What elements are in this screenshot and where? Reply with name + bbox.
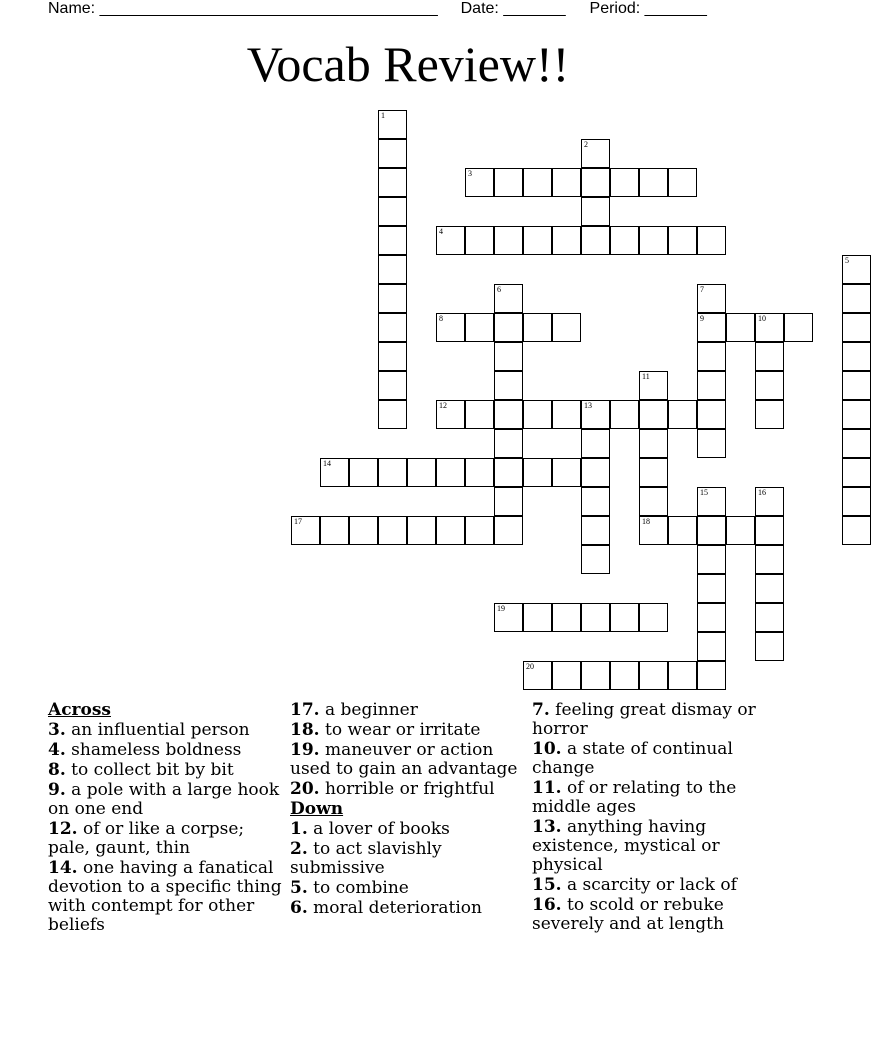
grid-cell[interactable]	[407, 516, 436, 545]
grid-cell[interactable]	[581, 603, 610, 632]
grid-cell[interactable]	[436, 226, 465, 255]
down-clue-2: 2. to act slavishly submissive	[290, 839, 442, 878]
clue-number-1: 1	[381, 111, 385, 120]
grid-cell[interactable]	[581, 226, 610, 255]
grid-cell[interactable]	[581, 545, 610, 574]
grid-cell[interactable]	[436, 516, 465, 545]
clue-number-11: 11	[642, 372, 650, 381]
grid-cell[interactable]	[494, 168, 523, 197]
grid-cell[interactable]	[581, 458, 610, 487]
grid-cell[interactable]	[755, 371, 784, 400]
grid-cell[interactable]	[581, 139, 610, 168]
grid-cell[interactable]	[494, 487, 523, 516]
grid-cell[interactable]	[378, 284, 407, 313]
clue-number-10: 10	[758, 314, 766, 323]
across-clue-9: 9. a pole with a large hook on one end	[48, 780, 280, 819]
grid-cell[interactable]	[378, 342, 407, 371]
grid-cell[interactable]	[668, 168, 697, 197]
clue-number-5: 5	[845, 256, 849, 265]
grid-cell[interactable]	[465, 400, 494, 429]
grid-cell[interactable]	[320, 458, 349, 487]
grid-cell[interactable]	[552, 226, 581, 255]
grid-cell[interactable]	[465, 168, 494, 197]
across-heading: Across	[48, 700, 111, 720]
down-clue-11: 11. of or relating to the middle ages	[532, 778, 737, 817]
grid-cell[interactable]	[697, 342, 726, 371]
grid-cell[interactable]	[755, 574, 784, 603]
grid-cell[interactable]	[494, 284, 523, 313]
grid-cell[interactable]	[378, 226, 407, 255]
across-clue-8: 8. to collect bit by bit	[48, 760, 234, 780]
grid-cell[interactable]	[552, 458, 581, 487]
grid-cell[interactable]	[697, 487, 726, 516]
down-clue-6: 6. moral deterioration	[290, 898, 482, 918]
grid-cell[interactable]	[668, 661, 697, 690]
across-clue-14: 14. one having a fanatical devotion to a specific thing with contempt for other beliefs	[48, 858, 282, 935]
grid-cell[interactable]	[494, 516, 523, 545]
grid-cell[interactable]	[755, 400, 784, 429]
grid-cell[interactable]	[552, 313, 581, 342]
grid-cell[interactable]	[639, 516, 668, 545]
grid-cell[interactable]	[610, 603, 639, 632]
grid-cell[interactable]	[842, 429, 871, 458]
period-field-label: Period: _______	[589, 0, 707, 17]
date-field-label: Date: _______	[460, 0, 566, 17]
grid-cell[interactable]	[320, 516, 349, 545]
grid-cell[interactable]	[378, 197, 407, 226]
grid-cell[interactable]	[755, 632, 784, 661]
down-clue-16: 16. to scold or rebuke severely and at length	[532, 895, 724, 934]
grid-cell[interactable]	[697, 632, 726, 661]
grid-cell[interactable]	[494, 603, 523, 632]
grid-cell[interactable]	[378, 255, 407, 284]
grid-cell[interactable]	[523, 661, 552, 690]
grid-cell[interactable]	[494, 400, 523, 429]
grid-cell[interactable]	[755, 342, 784, 371]
clues-column-2	[290, 701, 528, 919]
grid-cell[interactable]	[697, 603, 726, 632]
grid-cell[interactable]	[610, 661, 639, 690]
grid-cell[interactable]	[378, 400, 407, 429]
grid-cell[interactable]	[842, 313, 871, 342]
clue-number-19: 19	[497, 604, 505, 613]
grid-cell[interactable]	[697, 371, 726, 400]
grid-cell[interactable]	[697, 400, 726, 429]
across-clue-19: 19. maneuver or action used to gain an advantage	[290, 740, 518, 779]
grid-cell[interactable]	[668, 516, 697, 545]
clue-number-12: 12	[439, 401, 447, 410]
grid-cell[interactable]	[639, 400, 668, 429]
grid-cell[interactable]	[378, 139, 407, 168]
grid-cell[interactable]	[668, 400, 697, 429]
grid-cell[interactable]	[523, 458, 552, 487]
grid-cell[interactable]	[291, 516, 320, 545]
clue-number-20: 20	[526, 662, 534, 671]
down-clue-1: 1. a lover of books	[290, 819, 450, 839]
grid-cell[interactable]	[842, 487, 871, 516]
down-clue-13: 13. anything having existence, mystical or physical	[532, 817, 720, 875]
grid-cell[interactable]	[581, 487, 610, 516]
grid-cell[interactable]	[639, 226, 668, 255]
clue-number-17: 17	[294, 517, 302, 526]
grid-cell[interactable]	[378, 371, 407, 400]
grid-cell[interactable]	[465, 458, 494, 487]
grid-cell[interactable]	[581, 400, 610, 429]
grid-cell[interactable]	[726, 516, 755, 545]
grid-cell[interactable]	[842, 255, 871, 284]
grid-cell[interactable]	[552, 603, 581, 632]
name-field-label: Name: ______________________________________	[48, 0, 438, 17]
grid-cell[interactable]	[842, 516, 871, 545]
grid-cell[interactable]	[610, 400, 639, 429]
grid-cell[interactable]	[639, 168, 668, 197]
across-clue-4: 4. shameless boldness	[48, 740, 242, 760]
grid-cell[interactable]	[581, 661, 610, 690]
grid-cell[interactable]	[842, 342, 871, 371]
clue-number-14: 14	[323, 459, 331, 468]
grid-cell[interactable]	[523, 226, 552, 255]
clues-column-3	[532, 701, 772, 935]
grid-cell[interactable]	[842, 371, 871, 400]
grid-cell[interactable]	[842, 458, 871, 487]
clue-number-9: 9	[700, 314, 704, 323]
grid-cell[interactable]	[697, 429, 726, 458]
across-clue-3: 3. an influential person	[48, 720, 250, 740]
page-title: Vocab Review!!	[246, 36, 570, 92]
down-clue-10: 10. a state of continual change	[532, 739, 733, 778]
grid-cell[interactable]	[755, 545, 784, 574]
grid-cell[interactable]	[697, 284, 726, 313]
down-clue-5: 5. to combine	[290, 878, 409, 898]
down-clue-7: 7. feeling great dismay or horror	[532, 700, 756, 739]
across-clue-20: 20. horrible or frightful	[290, 779, 495, 799]
grid-cell[interactable]	[465, 313, 494, 342]
clue-number-4: 4	[439, 227, 443, 236]
grid-cell[interactable]	[581, 168, 610, 197]
grid-cell[interactable]	[494, 429, 523, 458]
grid-cell[interactable]	[755, 313, 784, 342]
grid-cell[interactable]	[523, 603, 552, 632]
grid-cell[interactable]	[378, 110, 407, 139]
grid-cell[interactable]	[842, 284, 871, 313]
clue-number-15: 15	[700, 488, 708, 497]
grid-cell[interactable]	[755, 516, 784, 545]
grid-cell[interactable]	[610, 168, 639, 197]
grid-cell[interactable]	[639, 487, 668, 516]
grid-cell[interactable]	[465, 226, 494, 255]
grid-cell[interactable]	[552, 168, 581, 197]
grid-cell[interactable]	[552, 400, 581, 429]
grid-cell[interactable]	[581, 429, 610, 458]
grid-cell[interactable]	[784, 313, 813, 342]
grid-cell[interactable]	[349, 516, 378, 545]
grid-cell[interactable]	[697, 545, 726, 574]
clue-number-6: 6	[497, 285, 501, 294]
grid-cell[interactable]	[494, 458, 523, 487]
grid-cell[interactable]	[726, 313, 755, 342]
grid-cell[interactable]	[581, 516, 610, 545]
grid-cell[interactable]	[552, 661, 581, 690]
grid-cell[interactable]	[697, 226, 726, 255]
grid-cell[interactable]	[349, 458, 378, 487]
grid-cell[interactable]	[436, 458, 465, 487]
grid-cell[interactable]	[523, 313, 552, 342]
across-clue-17: 17. a beginner	[290, 700, 418, 720]
grid-cell[interactable]	[436, 400, 465, 429]
grid-cell[interactable]	[668, 226, 697, 255]
grid-cell[interactable]	[697, 661, 726, 690]
grid-cell[interactable]	[697, 313, 726, 342]
clue-number-18: 18	[642, 517, 650, 526]
grid-cell[interactable]	[494, 313, 523, 342]
grid-cell[interactable]	[842, 400, 871, 429]
down-clue-15: 15. a scarcity or lack of	[532, 875, 737, 895]
grid-cell[interactable]	[639, 371, 668, 400]
grid-cell[interactable]	[639, 429, 668, 458]
grid-cell[interactable]	[378, 516, 407, 545]
grid-cell[interactable]	[581, 197, 610, 226]
clue-number-2: 2	[584, 140, 588, 149]
grid-cell[interactable]	[639, 661, 668, 690]
across-clue-12: 12. of or like a corpse; pale, gaunt, thin	[48, 819, 245, 858]
grid-cell[interactable]	[494, 342, 523, 371]
down-heading: Down	[290, 799, 344, 819]
grid-cell[interactable]	[407, 458, 436, 487]
grid-cell[interactable]	[494, 371, 523, 400]
grid-cell[interactable]	[465, 516, 494, 545]
clue-number-8: 8	[439, 314, 443, 323]
across-clue-18: 18. to wear or irritate	[290, 720, 481, 740]
grid-cell[interactable]	[436, 313, 465, 342]
clue-number-3: 3	[468, 169, 472, 178]
grid-cell[interactable]	[610, 226, 639, 255]
grid-cell[interactable]	[697, 574, 726, 603]
grid-cell[interactable]	[523, 400, 552, 429]
grid-cell[interactable]	[639, 458, 668, 487]
clue-number-7: 7	[700, 285, 704, 294]
clues-column-1	[48, 701, 288, 936]
grid-cell[interactable]	[378, 168, 407, 197]
grid-cell[interactable]	[639, 603, 668, 632]
clue-number-13: 13	[584, 401, 592, 410]
grid-cell[interactable]	[494, 226, 523, 255]
grid-cell[interactable]	[755, 487, 784, 516]
clue-number-16: 16	[758, 488, 766, 497]
grid-cell[interactable]	[378, 458, 407, 487]
grid-cell[interactable]	[697, 516, 726, 545]
grid-cell[interactable]	[378, 313, 407, 342]
grid-cell[interactable]	[523, 168, 552, 197]
grid-cell[interactable]	[755, 603, 784, 632]
